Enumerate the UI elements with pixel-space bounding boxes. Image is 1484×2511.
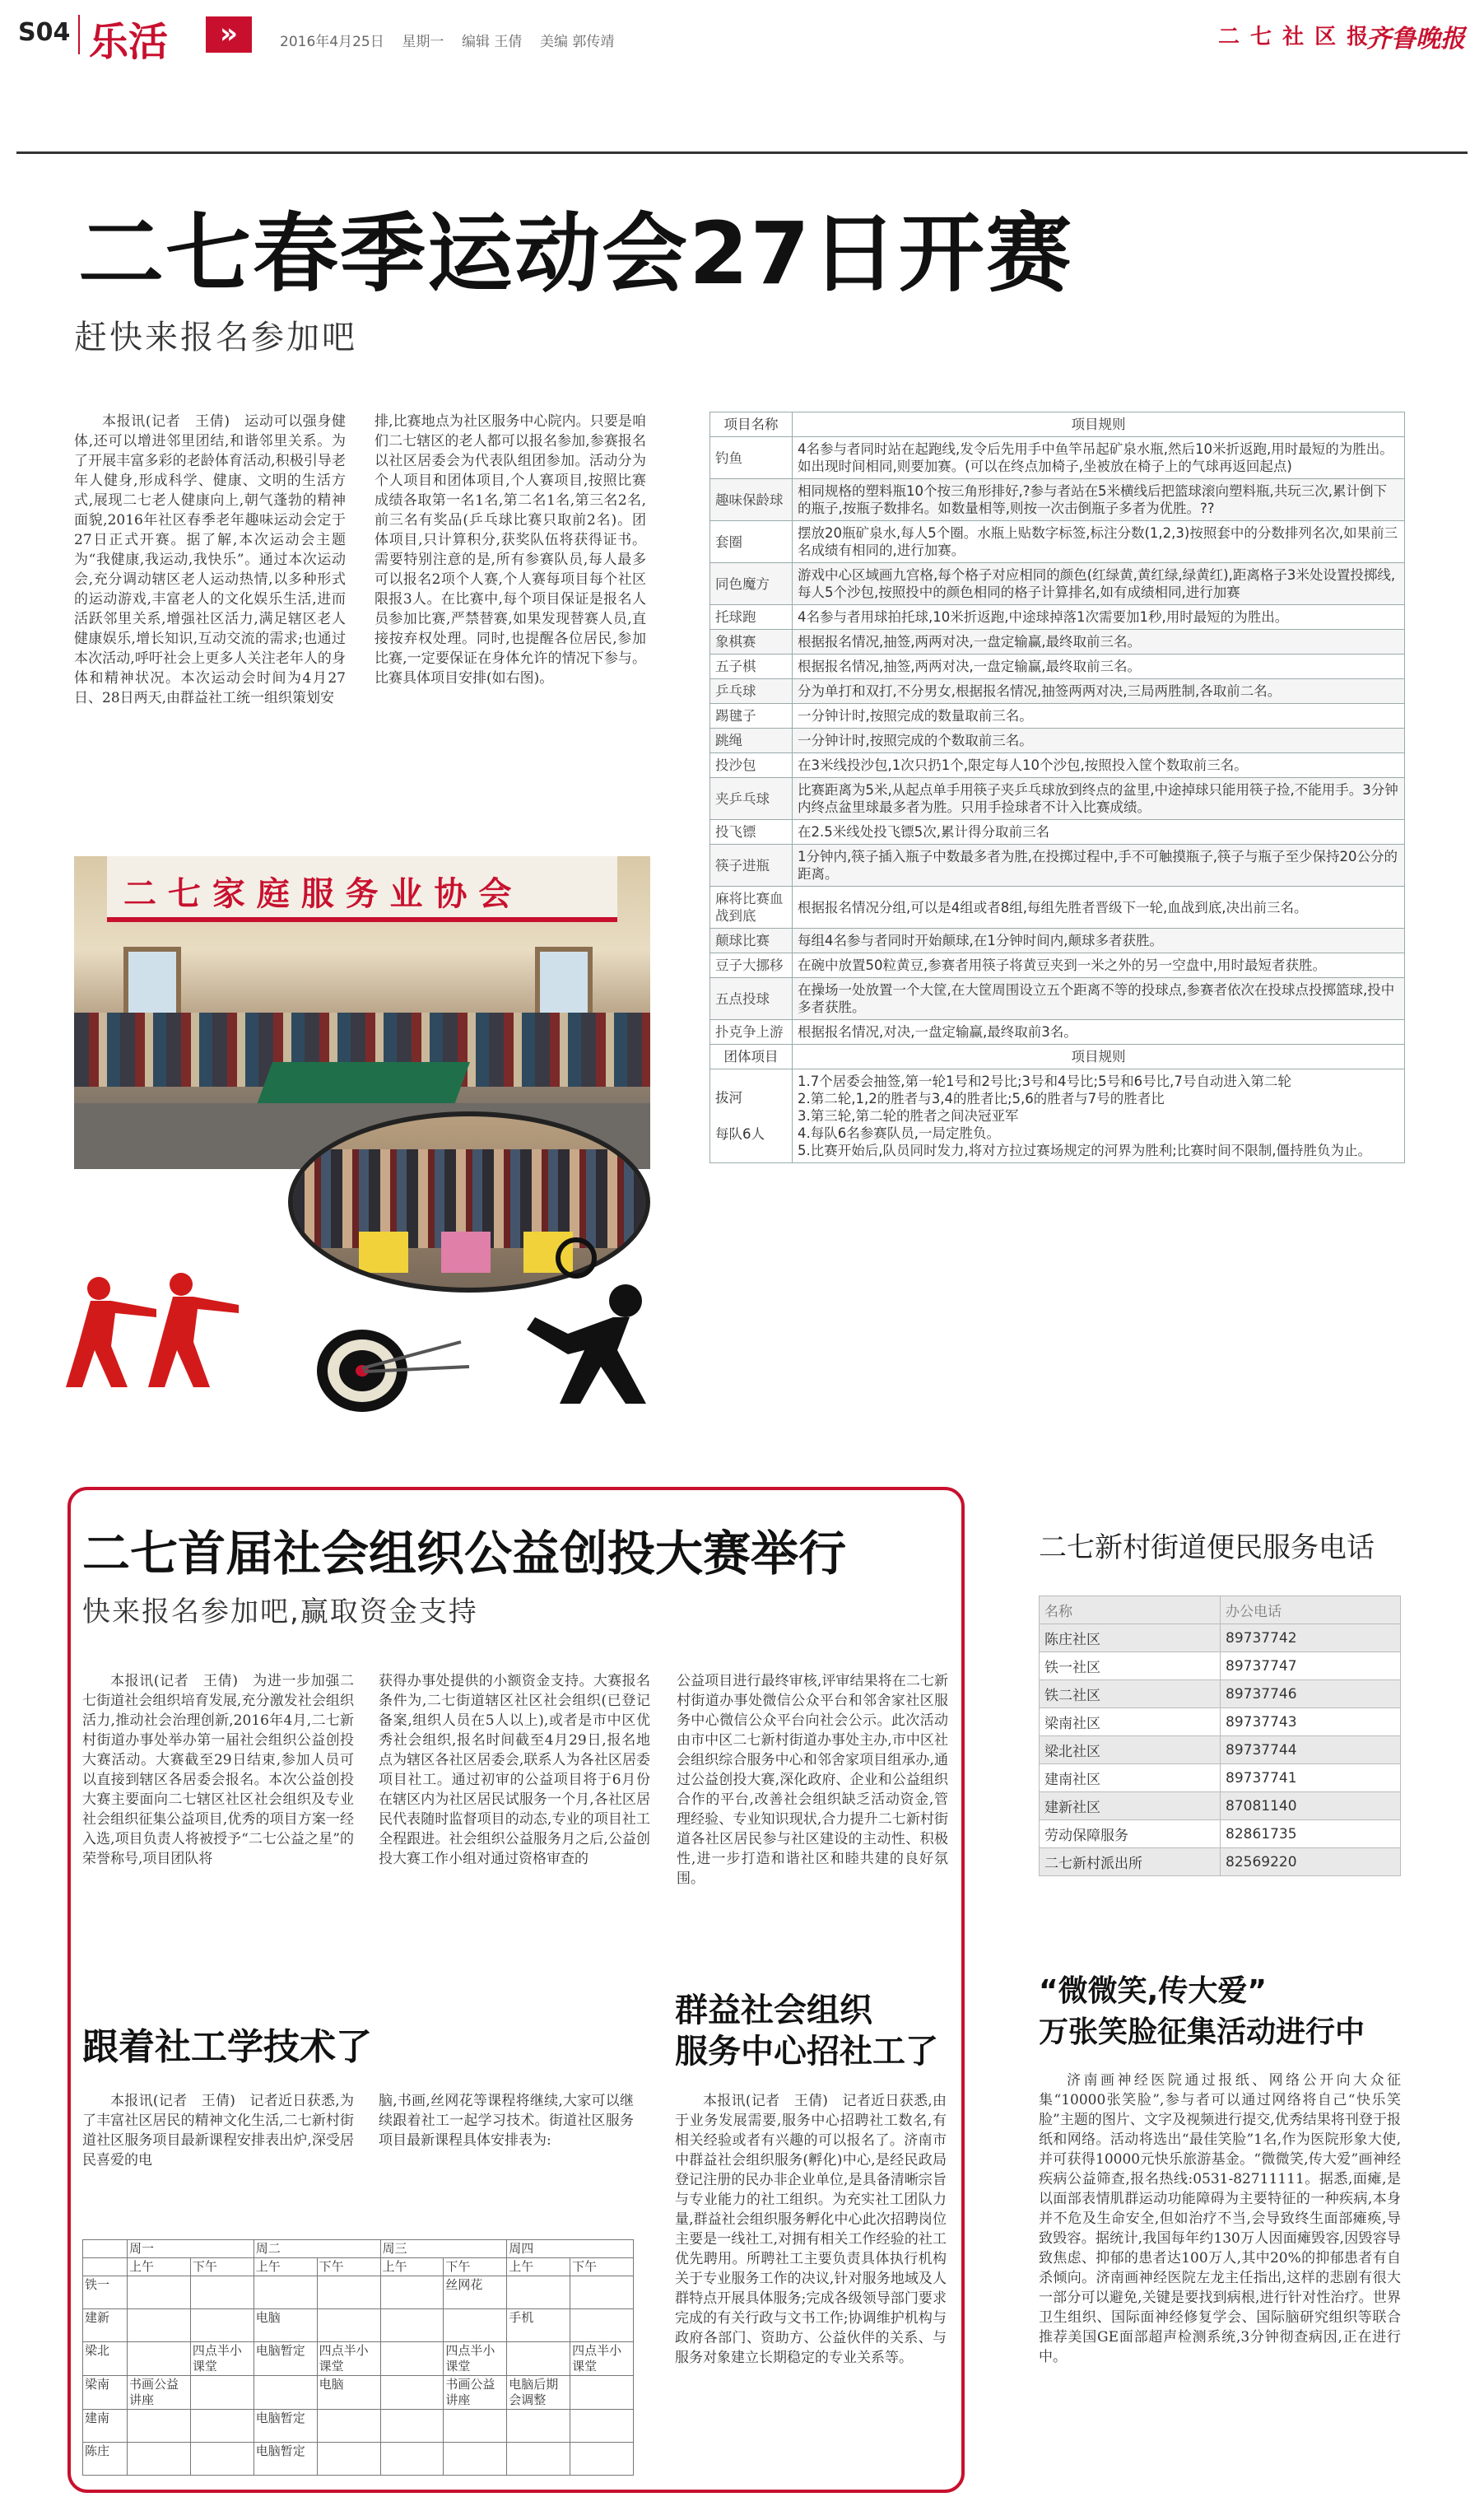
rules-item-name: 五点投球 xyxy=(710,978,793,1020)
figure-body xyxy=(66,1301,156,1387)
skills-column-1-text: 本报讯(记者 王倩) 记者近日获悉,为了丰富社区居民的精神文化生活,二七新村街道社区服务项目最新课程安排表出炉,深受居民喜爱的电 xyxy=(82,2093,354,2169)
recruit-column xyxy=(675,2091,947,2478)
phones-number-cell: 89737741 xyxy=(1221,1764,1401,1792)
schedule-cell: 丝网花 xyxy=(444,2276,507,2309)
phones-number-cell: 82861735 xyxy=(1221,1820,1401,1848)
rules-item-rule: 4名参与者用球拍托球,10米折返跑,中途球掉落1次需要加1秒,用时最短的为胜出。 xyxy=(793,605,1405,630)
masthead xyxy=(0,0,1484,82)
schedule-community: 梁南 xyxy=(83,2376,128,2410)
phones-number-cell: 89737744 xyxy=(1221,1736,1401,1764)
rules-item-name: 同色魔方 xyxy=(710,563,793,605)
team-header-row xyxy=(710,1045,1405,1069)
schedule-cell: 书画公益讲座 xyxy=(128,2376,191,2410)
rules-body xyxy=(710,437,1405,1045)
rules-item-rule: 根据报名情况,抽签,两两对决,一盘定输赢,最终取前三名。 xyxy=(793,630,1405,655)
masthead-rule xyxy=(16,151,1468,154)
rules-item-name: 筷子进瓶 xyxy=(710,845,793,887)
schedule-cell xyxy=(317,2443,380,2476)
schedule-cell xyxy=(190,2410,254,2443)
rules-item-name: 麻将比赛血战到底 xyxy=(710,887,793,929)
team-row xyxy=(710,1069,1405,1163)
rules-item-rule: 每组4名参与者同时开始颠球,在1分钟时间内,颠球多者获胜。 xyxy=(793,929,1405,953)
schedule-cell xyxy=(570,2376,634,2410)
rules-item-name: 投飞镖 xyxy=(710,820,793,845)
team-rule-line: 4.每队6名参赛队员,一局定胜负。 xyxy=(798,1125,1000,1141)
rules-item-rule: 游戏中心区域画九宫格,每个格子对应相同的颜色(红绿黄,黄红绿,绿黄红),距离格子3米处设置投掷线,每人5个沙包,按照投中的颜色相同的格子计算排名,如有成绩相同,进行加赛 xyxy=(793,563,1405,605)
phones-name-cell: 建南社区 xyxy=(1040,1764,1221,1792)
smile-headline-1: “微微笑,传大爱” xyxy=(1039,1974,1267,2008)
schedule-cell xyxy=(380,2410,444,2443)
phones-row xyxy=(1040,1708,1401,1736)
schedule-cell xyxy=(570,2443,634,2476)
phones-row xyxy=(1040,1820,1401,1848)
schedule-row xyxy=(83,2443,634,2476)
rules-row xyxy=(710,929,1405,953)
skills-column-1 xyxy=(82,2091,354,2215)
skills-headline: 跟着社工学技术了 xyxy=(82,2026,372,2068)
phones-row xyxy=(1040,1624,1401,1652)
rules-row xyxy=(710,605,1405,630)
smile-headline-2: 万张笑脸征集活动进行中 xyxy=(1039,2015,1365,2049)
schedule-row xyxy=(83,2276,634,2309)
recruit-headline-2: 服务中心招社工了 xyxy=(675,2033,938,2071)
schedule-cell xyxy=(128,2276,191,2309)
phones-name-cell: 梁南社区 xyxy=(1040,1708,1221,1736)
rules-item-name: 趣味保龄球 xyxy=(710,479,793,521)
lead-column-1-text: 本报讯(记者 王倩) 运动可以强身健体,还可以增进邻里团结,和谐邻里关系。为了开展丰富多彩的老龄体育活动,积极引导老年人健身,形成科学、健康、文明的生活方式,展现二七老人健康向上,朝气蓬勃的精神面貌,2016年社区春季老年趣味运动会定于27日正式开赛。据了解,本次运动会主题为“我健康,我运动,我快乐”。通过本次运动会,充分调动辖区老人运动热情,以多种形式的运动游戏,丰富老人的文化娱乐生活,进而活跃邻里关系,增强社区活力,满足辖区老人健康娱乐,增长知识,互动交流的需求;也通过本次活动,呼吁社会上更多人关注老年人的身体和精神状况。本次运动会时间为4月27日、28日两天,由群益社工统一组织策划安 xyxy=(74,413,346,706)
ball-icon xyxy=(558,1240,594,1276)
team-rule-cell xyxy=(793,1069,1405,1163)
rules-row xyxy=(710,778,1405,820)
team-rule-line: 5.比赛开始后,队员同时发力,将对方拉过赛场规定的河界为胜利;比赛时间不限制,僵持胜负为止。 xyxy=(798,1143,1372,1158)
phones-name-cell: 建新社区 xyxy=(1040,1792,1221,1820)
phones-table xyxy=(1039,1596,1401,1876)
schedule-cell xyxy=(190,2309,254,2342)
schedule-community: 铁一 xyxy=(83,2276,128,2309)
schedule-cell xyxy=(444,2410,507,2443)
schedule-community: 建南 xyxy=(83,2410,128,2443)
schedule-body xyxy=(83,2276,634,2476)
rules-item-rule: 根据报名情况,抽签,两两对决,一盘定输赢,最终取前三名。 xyxy=(793,655,1405,679)
schedule-slot: 上午 xyxy=(254,2258,317,2276)
dartboard-illustration xyxy=(313,1317,477,1416)
rules-item-name: 象棋赛 xyxy=(710,630,793,655)
schedule-cell: 电脑 xyxy=(317,2376,380,2410)
rules-row xyxy=(710,753,1405,778)
phones-col-name: 名称 xyxy=(1040,1596,1221,1624)
phones-header-row xyxy=(1040,1596,1401,1624)
phones-row xyxy=(1040,1764,1401,1792)
schedule-cell: 四点半小课堂 xyxy=(570,2342,634,2376)
section-title: 乐活 xyxy=(89,19,169,65)
rules-item-rule: 在碗中放置50粒黄豆,参赛者用筷子将黄豆夹到一米之外的另一空盘中,用时最短者获胜。 xyxy=(793,953,1405,978)
team-col-rule: 项目规则 xyxy=(793,1045,1405,1069)
schedule-cell xyxy=(570,2410,634,2443)
phones-number-cell: 82569220 xyxy=(1221,1848,1401,1876)
rules-row xyxy=(710,978,1405,1020)
rules-item-rule: 在3米线投沙包,1次只扔1个,限定每人10个沙包,按照投入筐个数取前三名。 xyxy=(793,753,1405,778)
team-size: 每队6人 xyxy=(715,1125,765,1142)
phones-name-cell: 铁一社区 xyxy=(1040,1652,1221,1680)
phones-name-cell: 二七新村派出所 xyxy=(1040,1848,1221,1876)
schedule-row xyxy=(83,2342,634,2376)
schedule-cell: 四点半小课堂 xyxy=(444,2342,507,2376)
phones-number-cell: 89737742 xyxy=(1221,1624,1401,1652)
schedule-cell xyxy=(380,2376,444,2410)
phones-name-cell: 铁二社区 xyxy=(1040,1680,1221,1708)
recruit-text: 本报讯(记者 王倩) 记者近日获悉,由于业务发展需要,服务中心招聘社工数名,有相关经验或者有兴趣的可以报名了。济南市中群益社会组织服务(孵化)中心,是经民政局登记注册的民办非企业单位,是具备清晰宗旨与专业能力的社工组织。为充实社工团队力量,群益社会组织服务孵化中心此次招聘岗位主要是一线社工,对拥有相关工作经验的社工优先聘用。所聘社工主要负责具体执行机构关于专业服务工作的决议,针对服务地域及人群特点开展具体服务;完成各级领导部门要求完成的有关行政与文书工作;协调维护机构与政府各部门、资助方、公益伙伴的关系、与服务对象建立长期稳定的专业关系等。 xyxy=(675,2093,947,2366)
ping-pong-pictogram xyxy=(510,1235,667,1408)
rules-item-name: 乒乓球 xyxy=(710,679,793,704)
rules-row xyxy=(710,630,1405,655)
schedule-community: 建新 xyxy=(83,2309,128,2342)
schedule-slot: 上午 xyxy=(128,2258,191,2276)
rules-row xyxy=(710,820,1405,845)
recruit-headline-1: 群益社会组织 xyxy=(675,1992,872,2029)
schedule-day: 周四 xyxy=(507,2240,634,2258)
issue-weekday: 星期一 xyxy=(402,34,444,50)
rules-item-name: 扑克争上游 xyxy=(710,1020,793,1045)
phones-number-cell: 89737743 xyxy=(1221,1708,1401,1736)
section-divider xyxy=(78,15,80,54)
team-rule-line: 2.第二轮,1,2的胜者与3,4的胜者比;5,6的胜者与7号的胜者比 xyxy=(798,1091,1165,1106)
schedule-cell xyxy=(380,2309,444,2342)
team-rule-line: 3.第三轮,第二轮的胜者之间决冠亚军 xyxy=(798,1108,1019,1124)
issue-info xyxy=(280,30,614,50)
rules-item-name: 夹乒乓球 xyxy=(710,778,793,820)
schedule-cell: 电脑暂定 xyxy=(254,2342,317,2376)
schedule-cell xyxy=(380,2342,444,2376)
rules-col-name: 项目名称 xyxy=(710,412,793,437)
schedule-slot: 下午 xyxy=(444,2258,507,2276)
schedule-day: 周三 xyxy=(380,2240,507,2258)
schedule-cell: 书画公益讲座 xyxy=(444,2376,507,2410)
lead-subhead: 赶快来报名参加吧 xyxy=(74,319,357,356)
rules-col-rule: 项目规则 xyxy=(793,412,1405,437)
contest-column-1 xyxy=(82,1671,354,2017)
rules-item-name: 跳绳 xyxy=(710,729,793,753)
schedule-cell xyxy=(128,2410,191,2443)
schedule-cell xyxy=(190,2443,254,2476)
rules-row xyxy=(710,729,1405,753)
figure-body xyxy=(148,1297,239,1387)
photo-window xyxy=(535,947,593,1021)
schedule-day: 周二 xyxy=(254,2240,380,2258)
newspaper-logo: 齐鲁晚报 xyxy=(1366,25,1465,54)
issue-date: 2016年4月25日 xyxy=(280,34,384,50)
rules-item-rule: 在操场一处放置一个大筐,在大筐周围设立五个距离不等的投球点,参赛者依次在投球点投掷篮球,投中多者获胜。 xyxy=(793,978,1405,1020)
schedule-cell xyxy=(507,2443,570,2476)
phones-name-cell: 陈庄社区 xyxy=(1040,1624,1221,1652)
rules-row xyxy=(710,521,1405,563)
phones-col-number: 办公电话 xyxy=(1221,1596,1401,1624)
rules-item-rule: 4名参与者同时站在起跑线,发令后先用手中鱼竿吊起矿泉水瓶,然后10米折返跑,用时最短的为胜出。如出现时间相同,则要加赛。(可以在终点加椅子,坐被放在椅子上的气球再返回起点) xyxy=(793,437,1405,479)
rules-row xyxy=(710,845,1405,887)
schedule-cell xyxy=(507,2342,570,2376)
lead-column-2-text: 排,比赛地点为社区服务中心院内。只要是咱们二七辖区的老人都可以报名参加,参赛报名以社区居委会为代表队组团参加。活动分为个人项目和团体项目,个人赛项目,按照比赛成绩各取第一名1名,第二名1名,第三名2名,前三名有奖品(乒乓球比赛只取前2名)。团体项目,只计算积分,获奖队伍将获得证书。需要特别注意的是,所有参赛队员,每人最多可以报名2项个人赛,个人赛每项目每个社区限报3人。在比赛中,每个项目保证是报名人员参加比赛,严禁替赛,如果发现替赛人员,直接按弃权处理。同时,也提醒各位居民,参加比赛,一定要保证在身体允许的情况下参与。比赛具体项目安排(如右图)。 xyxy=(374,413,646,687)
schedule-slot: 下午 xyxy=(570,2258,634,2276)
rules-row xyxy=(710,655,1405,679)
contest-column-3-text: 公益项目进行最终审核,评审结果将在二七新村街道办事处微信公众平台和邻舍家社区服务中心微信公众平台向社会公示。此次活动由市中区二七新村街道办事处主办,市中区社会组织综合服务中心和邻舍家项目组承办,通过公益创投大赛,深化政府、企业和公益组织合作的平台,改善社会组织缺乏活动资金,管理经验、专业知识现状,合力提升二七新村街道各社区居民参与社区建设的主动性、积极性,进一步打造和谐社区和睦共建的良好氛围。 xyxy=(677,1673,948,1887)
schedule-day-row xyxy=(83,2240,634,2258)
issue-editor: 编辑 王倩 xyxy=(461,34,523,50)
rules-item-name: 投沙包 xyxy=(710,753,793,778)
rules-row xyxy=(710,437,1405,479)
schedule-cell xyxy=(317,2276,380,2309)
lead-headline: 二七春季运动会27日开赛 xyxy=(78,203,1073,304)
rules-row xyxy=(710,887,1405,929)
phones-body xyxy=(1040,1624,1401,1876)
schedule-cell: 四点半小课堂 xyxy=(190,2342,254,2376)
rules-item-name: 五子棋 xyxy=(710,655,793,679)
schedule-cell: 手机 xyxy=(507,2309,570,2342)
phones-row xyxy=(1040,1848,1401,1876)
photo-banner-text: 二 七 家 庭 服 务 业 协 会 xyxy=(123,874,512,913)
phones-number-cell: 89737747 xyxy=(1221,1652,1401,1680)
rules-row xyxy=(710,1020,1405,1045)
issue-designer: 美编 郭传靖 xyxy=(540,34,615,50)
team-rule-line: 1.7个居委会抽签,第一轮1号和2号比;3号和4号比;5号和6号比,7号自动进入第二轮 xyxy=(798,1074,1291,1089)
phones-table-wrap xyxy=(1039,1596,1401,1876)
schedule-cell xyxy=(190,2376,254,2410)
smile-text: 济南画神经医院通过报纸、网络公开向大众征集“10000张笑脸”,参与者可以通过网络将自己“快乐笑脸”主题的图片、文字及视频进行提交,优秀结果将刊登于报纸和网络。活动将选出“最佳笑脸”1名,作为医院形象大使,并可获得10000元快乐旅游基金。“微微笑,传大爱”画神经疾病公益筛查,报名热线:0531-82711111。据悉,面瘫,是以面部表情肌群运动功能障碍为主要特征的一种疾病,本身并不危及生命安全,但如治疗不当,会导致终生面部瘫痪,导致毁容。据统计,我国每年约130万人因面瘫毁容,因毁容导致焦虑、抑郁的患者达100万人,其中20%的抑郁患者有自杀倾向。济南画神经医院左龙主任指出,这样的悲剧有很大一部分可以避免,关键是要找到病根,进行针对性治疗。世界卫生组织、国际面神经修复学会、国际脑研究组织等联合推荐美国GE面部超声检测系统,3分钟彻查病因,正在进行中。 xyxy=(1039,2072,1401,2365)
phones-row xyxy=(1040,1680,1401,1708)
smile-column xyxy=(1039,2071,1401,2482)
schedule-cell: 电脑 xyxy=(254,2309,317,2342)
schedule-slot: 下午 xyxy=(190,2258,254,2276)
rules-item-name: 托球跑 xyxy=(710,605,793,630)
schedule-slot: 上午 xyxy=(507,2258,570,2276)
schedule-cell xyxy=(317,2410,380,2443)
schedule-cell xyxy=(128,2342,191,2376)
schedule-cell xyxy=(507,2410,570,2443)
rules-item-name: 套圈 xyxy=(710,521,793,563)
inset-box xyxy=(359,1232,408,1273)
skills-column-2-text: 脑,书画,丝网花等课程将继续,大家可以继续跟着社工一起学习技术。街道社区服务项目最新课程具体安排表为: xyxy=(379,2093,634,2149)
skills-column-2 xyxy=(379,2091,634,2215)
schedule-slot: 下午 xyxy=(317,2258,380,2276)
phones-number-cell: 89737746 xyxy=(1221,1680,1401,1708)
rules-item-rule: 根据报名情况分组,可以是4组或者8组,每组先胜者晋级下一轮,血战到底,决出前三名。 xyxy=(793,887,1405,929)
inset-box xyxy=(441,1232,491,1273)
tug-of-war-illustration xyxy=(66,1268,247,1391)
rules-header-row xyxy=(710,412,1405,437)
player-body xyxy=(527,1317,646,1404)
rules-row xyxy=(710,953,1405,978)
rules-row xyxy=(710,679,1405,704)
masthead-right-title: 二 七 社 区 报 xyxy=(1218,25,1370,49)
figure-head xyxy=(87,1277,110,1300)
figure-head xyxy=(170,1273,193,1296)
rules-item-name: 钓鱼 xyxy=(710,437,793,479)
rules-item-rule: 一分钟计时,按照完成的数量取前三名。 xyxy=(793,704,1405,729)
schedule-slot-row xyxy=(83,2258,634,2276)
schedule-corner xyxy=(83,2258,128,2276)
rules-item-name: 颠球比赛 xyxy=(710,929,793,953)
rules-table xyxy=(709,412,1405,1163)
contest-column-1-text: 本报讯(记者 王倩) 为进一步加强二七街道社会组织培育发展,充分激发社会组织活力,推动社会治理创新,2016年4月,二七新村街道办事处举办第一届社会组织公益创投大赛活动。大赛截至29日结束,参加人员可以直接到辖区各居委会报名。本次公益创投大赛主要面向二七辖区社区社会组织及专业社会组织征集公益项目,优秀的项目方案一经入选,项目负责人将被授予“二七公益之星”的荣誉称号,项目团队将 xyxy=(82,1673,354,1867)
schedule-cell xyxy=(444,2309,507,2342)
schedule-cell: 电脑暂定 xyxy=(254,2443,317,2476)
schedule-cell xyxy=(128,2443,191,2476)
schedule-cell xyxy=(317,2309,380,2342)
schedule-cell xyxy=(380,2443,444,2476)
player-head xyxy=(609,1284,642,1317)
photo-window xyxy=(123,947,181,1021)
schedule-row xyxy=(83,2376,634,2410)
schedule-cell xyxy=(254,2376,317,2410)
schedule-corner xyxy=(83,2240,128,2258)
schedule-cell xyxy=(128,2309,191,2342)
rules-item-name: 豆子大挪移 xyxy=(710,953,793,978)
schedule-cell xyxy=(190,2276,254,2309)
rules-row xyxy=(710,479,1405,521)
schedule-slot: 上午 xyxy=(380,2258,444,2276)
schedule-cell xyxy=(570,2309,634,2342)
phones-title: 二七新村街道便民服务电话 xyxy=(1039,1531,1375,1564)
schedule-row xyxy=(83,2309,634,2342)
rules-item-rule: 相同规格的塑料瓶10个按三角形排好,?参与者站在5米横线后把篮球滚向塑料瓶,共玩三次,累计倒下的瓶子,按瓶子数排名。如数量相等,则按一次击倒瓶子多者为优胜。?? xyxy=(793,479,1405,521)
contest-headline: 二七首届社会组织公益创投大赛举行 xyxy=(82,1526,847,1582)
lead-column-2 xyxy=(374,412,646,840)
rules-row xyxy=(710,563,1405,605)
rules-table-wrap xyxy=(709,412,1405,1163)
team-name: 拔河 xyxy=(715,1089,742,1106)
phones-number-cell: 87081140 xyxy=(1221,1792,1401,1820)
schedule-cell xyxy=(444,2443,507,2476)
team-col-name: 团体项目 xyxy=(710,1045,793,1069)
schedule-cell xyxy=(570,2276,634,2309)
rules-item-rule: 根据报名情况,对决,一盘定输赢,最终取前3名。 xyxy=(793,1020,1405,1045)
section-arrow-icon: » xyxy=(206,16,252,53)
rules-item-rule: 1分钟内,筷子插入瓶子中数最多者为胜,在投掷过程中,手不可触摸瓶子,筷子与瓶子至少保持20公分的距离。 xyxy=(793,845,1405,887)
rules-item-rule: 比赛距离为5米,从起点单手用筷子夹乒乓球放到终点的盆里,中途掉球只能用筷子捡,不能用手。3分钟内终点盆里球最多者为胜。只用手捡球者不计入比赛成绩。 xyxy=(793,778,1405,820)
rules-item-rule: 分为单打和双打,不分男女,根据报名情况,抽签两两对决,三局两胜制,各取前二名。 xyxy=(793,679,1405,704)
contest-column-2-text: 获得办事处提供的小额资金支持。大赛报名条件为,二七街道辖区社区社会组织(已登记备案,组织人员在5人以上),或者是市中区优秀社会组织,报名时间截至4月29日,报名地点为辖区各社区居委会,联系人为各社区居委项目社工。通过初审的公益项目将于6月份在辖区内为社区居民试服务一个月,各社区居民代表随时监督项目的动态,专业的项目社工全程跟进。社会组织公益服务月之后,公益创投大赛工作小组对通过资格审查的 xyxy=(379,1673,650,1867)
schedule-day: 周一 xyxy=(128,2240,254,2258)
lead-photo xyxy=(74,856,650,1169)
schedule-table xyxy=(82,2239,634,2476)
schedule-cell: 电脑暂定 xyxy=(254,2410,317,2443)
schedule-cell: 四点半小课堂 xyxy=(317,2342,380,2376)
lead-column-1 xyxy=(74,412,346,840)
page-number: S04 xyxy=(18,18,71,47)
schedule-cell xyxy=(380,2276,444,2309)
phones-row xyxy=(1040,1792,1401,1820)
photo-banner xyxy=(107,856,617,922)
contest-column-3 xyxy=(677,1671,948,2017)
schedule-cell xyxy=(507,2276,570,2309)
rules-item-rule: 一分钟计时,按照完成的个数取前三名。 xyxy=(793,729,1405,753)
schedule-row xyxy=(83,2410,634,2443)
schedule-community: 梁北 xyxy=(83,2342,128,2376)
schedule-table-wrap xyxy=(82,2239,634,2476)
phones-name-cell: 劳动保障服务 xyxy=(1040,1820,1221,1848)
phones-row xyxy=(1040,1652,1401,1680)
phones-row xyxy=(1040,1736,1401,1764)
rules-row xyxy=(710,704,1405,729)
schedule-cell xyxy=(254,2276,317,2309)
rules-item-name: 踢毽子 xyxy=(710,704,793,729)
phones-name-cell: 梁北社区 xyxy=(1040,1736,1221,1764)
rules-item-rule: 在2.5米线处投飞镖5次,累计得分取前三名 xyxy=(793,820,1405,845)
rules-item-rule: 摆放20瓶矿泉水,每人5个圈。水瓶上贴数字标签,标注分数(1,2,3)按照套中的分数排列名次,如果前三名成绩有相同的,进行加赛。 xyxy=(793,521,1405,563)
contest-column-2 xyxy=(379,1671,650,2017)
contest-subhead: 快来报名参加吧,赢取资金支持 xyxy=(82,1596,478,1628)
schedule-community: 陈庄 xyxy=(83,2443,128,2476)
team-name-cell xyxy=(710,1069,793,1163)
schedule-cell: 电脑后期会调整 xyxy=(507,2376,570,2410)
